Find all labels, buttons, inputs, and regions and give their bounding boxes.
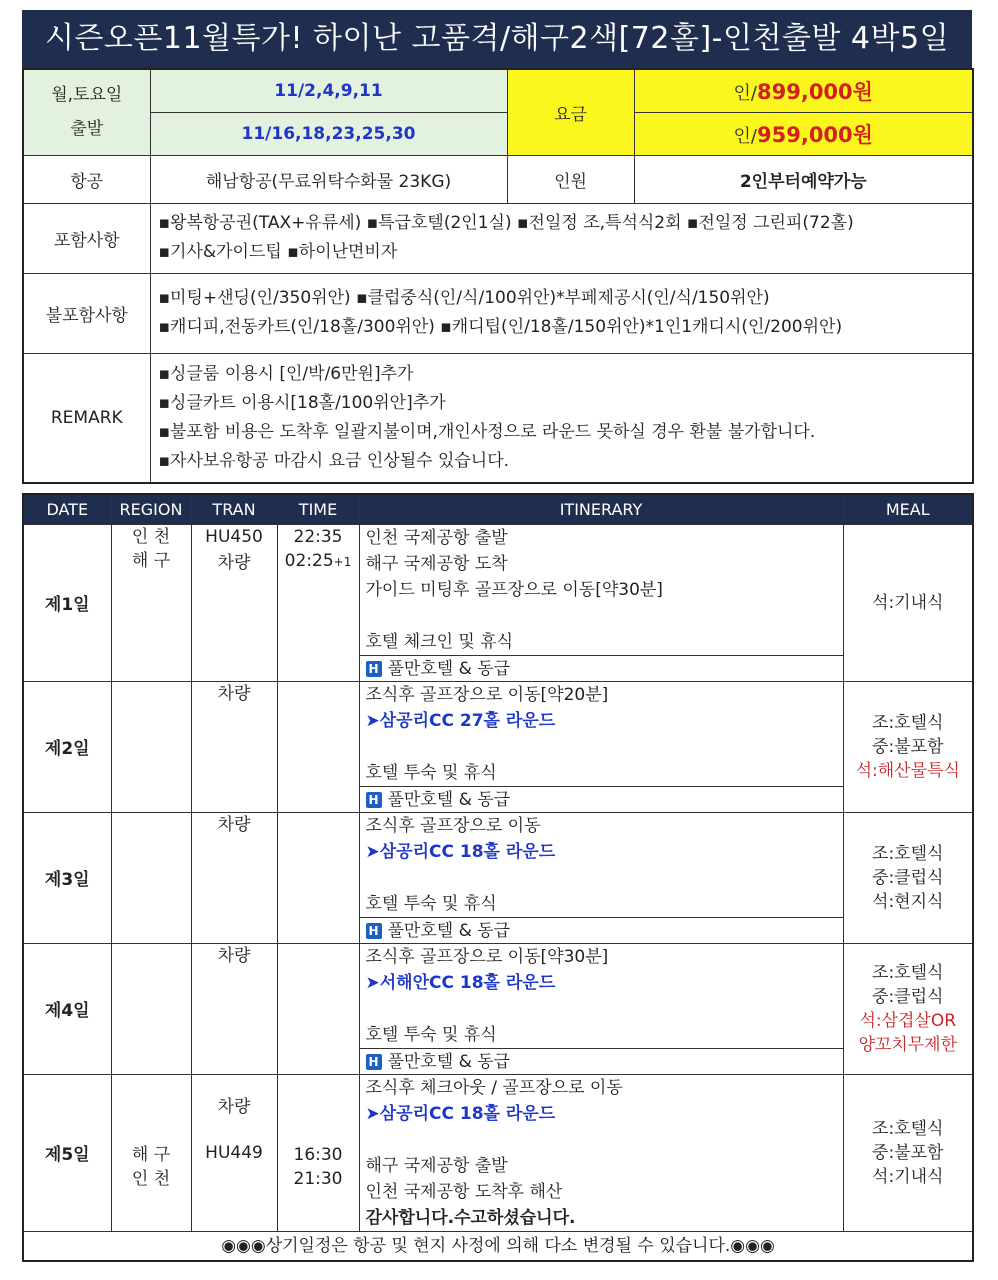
info-table: [22, 68, 974, 484]
course-line: ➤삼공리CC 27홀 라운드: [365, 710, 556, 731]
header-tran: TRAN: [191, 494, 277, 524]
itinerary-cell: [359, 943, 843, 1074]
departure-label: 월,토요일 출발: [23, 69, 150, 155]
day-row-5: [23, 1074, 973, 1231]
itinerary-line: [360, 603, 843, 629]
excluded-label: 불포함사항: [23, 273, 150, 353]
transport-cell: 차량: [191, 943, 277, 1074]
itinerary-line: 해구 국제공항 도착: [365, 553, 508, 574]
course-line: ➤삼공리CC 18홀 라운드: [365, 1103, 556, 1124]
included-items: ▪왕복항공권(TAX+유류세) ▪특급호텔(2인1실) ▪전일정 조,특석식2회 ▪전일정 그린피(72홀) ▪기사&가이드팁 ▪하이난면비자: [150, 203, 973, 273]
course-line: ➤삼공리CC 18홀 라운드: [365, 841, 556, 862]
day-label: 제1일: [23, 524, 111, 681]
hotel-line: H 풀만호텔 & 동급: [360, 917, 843, 943]
day-row-1: [23, 524, 973, 681]
meal-cell: 조:호텔식 중:클럽식 석:삼겹살OR 양꼬치무제한: [843, 943, 973, 1074]
meal-cell: 조:호텔식 중:불포함 석:해산물특식: [843, 681, 973, 812]
airline-value: 해남항공(무료위탁수화물 23KG): [150, 155, 507, 203]
airline-label: 항공: [23, 155, 150, 203]
price-1: 인/899,000원: [634, 69, 973, 112]
fee-label: 요금: [507, 69, 634, 155]
itinerary-line: 인천 국제공항 출발: [365, 527, 508, 548]
meal-cell: 석:기내식: [843, 524, 973, 681]
itinerary-cell: [359, 1074, 843, 1231]
itinerary-table: [22, 493, 974, 1262]
itinerary-line: 가이드 미팅후 골프장으로 이동[약30분]: [365, 579, 663, 600]
transport-cell: HU450 차량: [191, 524, 277, 681]
header-time: TIME: [277, 494, 359, 524]
hotel-line: H 풀만호텔 & 동급: [360, 1048, 843, 1074]
region-cell: [111, 812, 191, 943]
region-cell: 인 천 해 구: [111, 524, 191, 681]
people-label: 인원: [507, 155, 634, 203]
day-row-3: [23, 812, 973, 943]
page-title: 시즌오픈11월특가! 하이난 고품격/해구2색[72홀]-인천출발 4박5일: [22, 10, 972, 68]
itinerary-line: 해구 국제공항 출발: [365, 1155, 508, 1176]
hotel-icon: H: [366, 661, 382, 677]
region-cell: 해 구 인 천: [111, 1074, 191, 1231]
itinerary-line: 호텔 투숙 및 휴식: [365, 893, 497, 914]
hotel-line: H 풀만호텔 & 동급: [360, 655, 843, 681]
transport-cell: 차량: [191, 812, 277, 943]
transport-cell: 차량: [191, 681, 277, 812]
itinerary-line: 조식후 골프장으로 이동: [365, 815, 541, 836]
time-cell: [277, 943, 359, 1074]
time-cell: 22:35 02:25+1: [277, 524, 359, 681]
itinerary-cell: [359, 812, 843, 943]
day-row-4: [23, 943, 973, 1074]
header-region: REGION: [111, 494, 191, 524]
itinerary-line: 조식후 체크아웃 / 골프장으로 이동: [365, 1077, 623, 1098]
time-cell: [277, 812, 359, 943]
itinerary-line: 호텔 투숙 및 휴식: [365, 762, 497, 783]
transport-cell: 차량 HU449: [191, 1074, 277, 1231]
footer-notice: ◉◉◉상기일정은 항공 및 현지 사정에 의해 다소 변경될 수 있습니다.◉◉◉: [23, 1231, 973, 1261]
time-cell: 16:30 21:30: [277, 1074, 359, 1231]
itinerary-line: 조식후 골프장으로 이동[약30분]: [365, 946, 609, 967]
remark-label: REMARK: [23, 353, 150, 483]
day-row-2: [23, 681, 973, 812]
price-2: 인/959,000원: [634, 112, 973, 155]
departure-dates-2: 11/16,18,23,25,30: [150, 112, 507, 155]
course-line: ➤서해안CC 18홀 라운드: [365, 972, 556, 993]
itinerary-cell: [359, 681, 843, 812]
day-label: 제3일: [23, 812, 111, 943]
hotel-icon: H: [366, 792, 382, 808]
departure-dates-1: 11/2,4,9,11: [150, 69, 507, 112]
itinerary-line: 인천 국제공항 도착후 해산: [365, 1181, 563, 1202]
day-label: 제2일: [23, 681, 111, 812]
remark-items: ▪싱글룸 이용시 [인/박/6만원]추가 ▪싱글카트 이용시[18홀/100위안]추가 ▪불포함 비용은 도착후 일괄지불이며,개인사정으로 라운드 못하실 경우 환불 불가합니다. ▪자사보유항공 마감시 요금 인상될수 있습니다.: [150, 353, 973, 483]
itinerary-line: 호텔 투숙 및 휴식: [365, 1024, 497, 1045]
hotel-line: H 풀만호텔 & 동급: [360, 786, 843, 812]
included-label: 포함사항: [23, 203, 150, 273]
header-meal: MEAL: [843, 494, 973, 524]
region-cell: [111, 681, 191, 812]
excluded-items: ▪미팅+샌딩(인/350위안) ▪클럽중식(인/식/100위안)*부페제공시(인/식/150위안) ▪캐디피,전동카트(인/18홀/300위안) ▪캐디팁(인/18홀/150위안)*1인1캐디시(인/200위안): [150, 273, 973, 353]
time-cell: [277, 681, 359, 812]
meal-cell: 조:호텔식 중:클럽식 석:현지식: [843, 812, 973, 943]
meal-cell: 조:호텔식 중:불포함 석:기내식: [843, 1074, 973, 1231]
itinerary-cell: [359, 524, 843, 681]
header-itinerary: ITINERARY: [359, 494, 843, 524]
day-label: 제4일: [23, 943, 111, 1074]
header-date: DATE: [23, 494, 111, 524]
people-value: 2인부터예약가능: [634, 155, 973, 203]
hotel-icon: H: [366, 1054, 382, 1070]
region-cell: [111, 943, 191, 1074]
day-label: 제5일: [23, 1074, 111, 1231]
closing-line: 감사합니다.수고하셨습니다.: [365, 1207, 576, 1228]
hotel-icon: H: [366, 923, 382, 939]
itinerary-line: 호텔 체크인 및 휴식: [365, 631, 514, 652]
itinerary-line: 조식후 골프장으로 이동[약20분]: [365, 684, 609, 705]
